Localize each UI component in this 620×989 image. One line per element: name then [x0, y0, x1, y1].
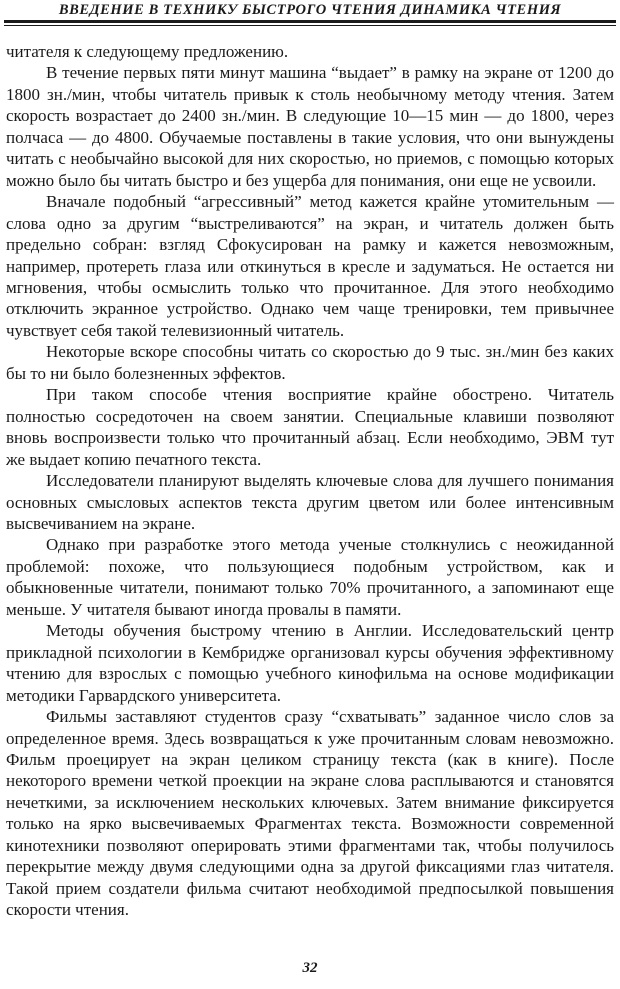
paragraph: Исследователи планируют выделять ключевые слова для лучшего понимания основных смысловых аспектов текста другим цветом или более интенсивным высвечиванием на экране. [6, 471, 614, 533]
paragraph: В течение первых пяти минут машина “выдает” в рамку на экране от 1200 до 1800 зн./мин, чтобы читатель привык к столь необычному методу чтения. Затем скорость возрастает до 2400 зн./мин. В следующие 10—15 мин — до 1800, через полчаса — до 4800. Обучаемые поставлены в такие условия, что они вынуждены читать с необычайно высокой для них скоростью, но приемов, с помощью которых можно было бы читать быстро и без ущерба для понимания, они еще не усвоили. [6, 63, 614, 190]
paragraph: Вначале подобный “агрессивный” метод кажется крайне утомительным — слова одно за другим “выстреливаются” на экран, и читатель должен быть предельно собран: взгляд Сфокусирован на рамку и кажется невозможным, например, протереть глаза или откинуться в кресле и задуматься. Не остается ни мгновения, чтобы осмыслить только что прочитанное. Для этого необходимо отключить экранное устройство. Однако чем чаще тренировки, тем привычнее чувствует себя такой телевизионный читатель. [6, 192, 614, 340]
paragraph-continuation: читателя к следующему предложению. [6, 42, 289, 61]
running-header-title: ВВЕДЕНИЕ В ТЕХНИКУ БЫСТРОГО ЧТЕНИЯ ДИНАМИКА ЧТЕНИЯ [58, 2, 562, 18]
paragraph: При таком способе чтения восприятие крайне обострено. Читатель полностью сосредоточен на своем занятии. Специальные клавиши позволяют вновь воспроизвести только что прочитанный абзац. Если необходимо, ЭВМ тут же выдает копию печатного текста. [6, 385, 614, 469]
page-number: 32 [302, 960, 318, 976]
page-header [4, 0, 616, 26]
paragraph: Некоторые вскоре способны читать со скоростью до 9 тыс. зн./мин без каких бы то ни было болезненных эффектов. [6, 342, 614, 383]
paragraph: Однако при разработке этого метода ученые столкнулись с неожиданной проблемой: похоже, что пользующиеся подобным устройством, как и обыкновенные читатели, понимают только 70% прочитанного, а запоминают еще меньше. У читателя бывают иногда провалы в памяти. [6, 535, 614, 619]
page-body [6, 41, 614, 921]
header-rule-thin [4, 25, 616, 26]
paragraph: Фильмы заставляют студентов сразу “схватывать” заданное число слов за определенное время. Здесь возвращаться к уже прочитанным словам невозможно. Фильм проецирует на экран целиком страницу текста (как в книге). После некоторого времени четкой проекции на экране слова расплываются и становятся нечеткими, за исключением нескольких ключевых. Затем внимание фиксируется только на ярко высвечиваемых Фрагментах текста. Возможности современной кинотехники позволяют оперировать этими фрагментами так, чтобы получилось перекрытие между двумя следующими одна за другой фиксациями глаз читателя. Такой прием создатели фильма считают необходимой предпосылкой повышения скорости чтения. [6, 707, 614, 920]
header-rule-thick [4, 20, 616, 23]
paragraph: Методы обучения быстрому чтению в Англии. Исследовательский центр прикладной психологии в Кембридже организовал курсы обучения эффективному чтению для взрослых с помощью учебного кинофильма на основе модификации методики Гарвардского университета. [6, 621, 614, 705]
